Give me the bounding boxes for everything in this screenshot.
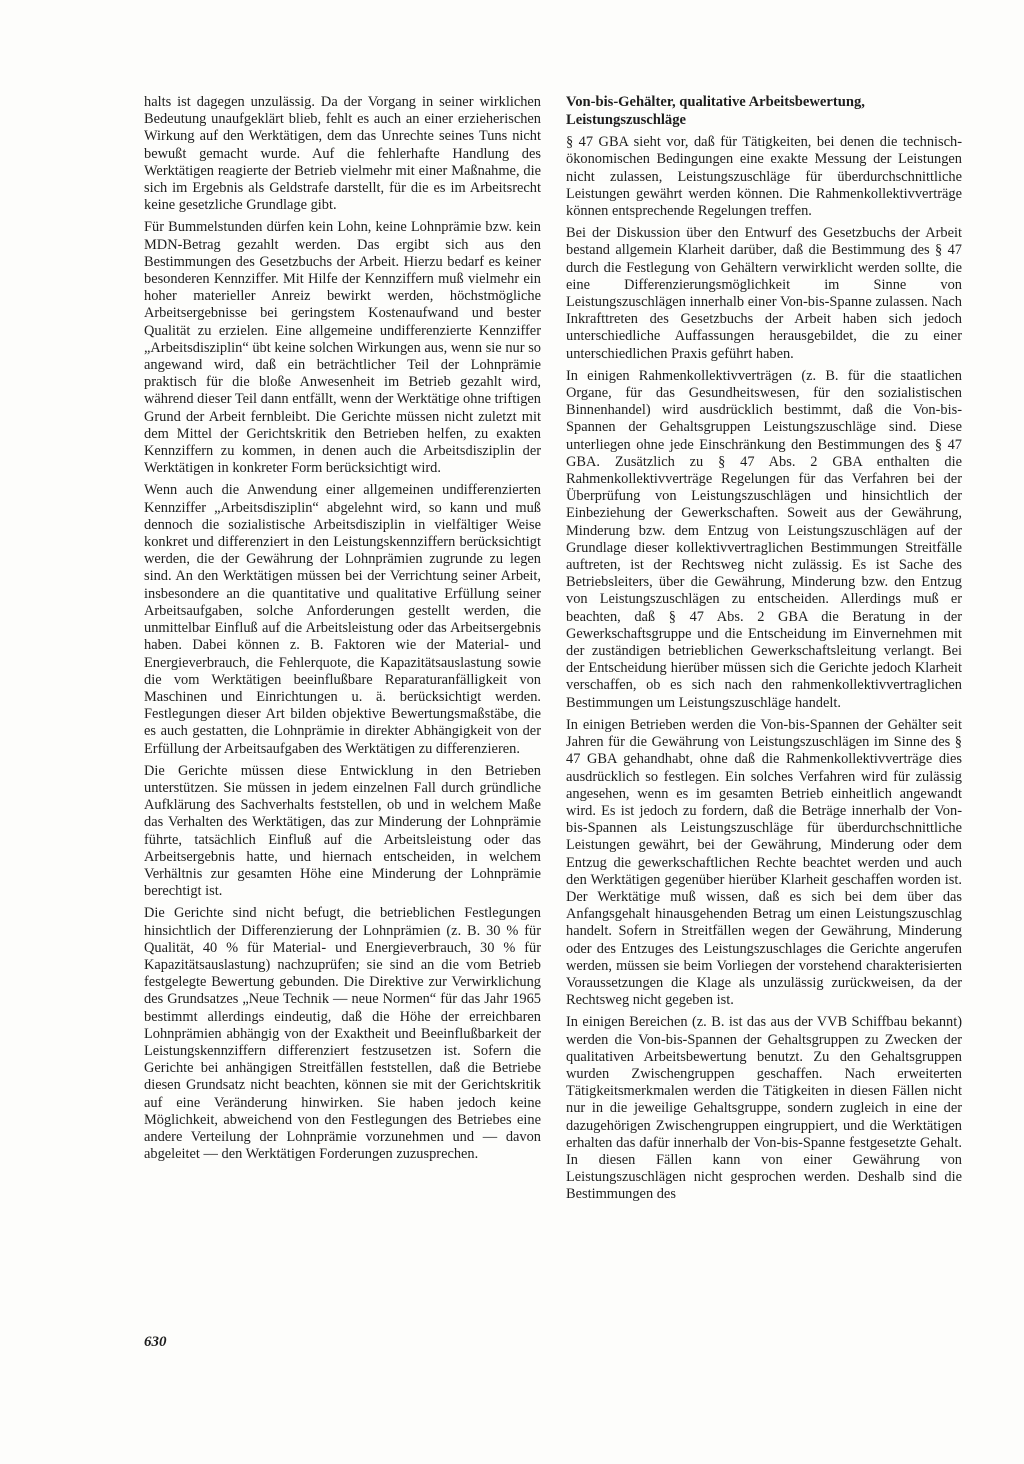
- paragraph: Bei der Diskussion über den Entwurf des Gesetzbuchs der Arbeit bestand allgemein Klarheit darüber, daß die Bestimmung des § 47 durch die Festlegung von Gehältern verwirklicht werden sollte, die eine Differenzierungsmöglichkeit im Sinne von Leistungszuschlägen innerhalb einer Von-bis-Spanne zulassen. Nach Inkrafttreten des Gesetzbuchs der Arbeit haben sich jedoch unterschiedliche Auffassungen herausgebildet, die zu einer unterschiedlichen Praxis geführt haben.: [566, 225, 962, 362]
- section-heading: Von-bis-Gehälter, qualitative Arbeitsbewertung, Leistungszuschläge: [566, 94, 865, 128]
- left-column: [144, 94, 541, 1168]
- paragraph: In einigen Bereichen (z. B. ist das aus der VVB Schiffbau bekannt) werden die Von-bis-Spannen der Gehaltsgruppen zu Zwecken der qualitativen Arbeitsbewertung benutzt. Zu den Gehaltsgruppen wurden Zwischengruppen geschaffen. Nach erweiterten Tätigkeitsmerkmalen werden die Tätigkeiten in diesen Fällen nicht nur in die jeweilige Gehaltsgruppe, sondern zugleich in eine der dazugehörigen Zwischengruppen eingruppiert, und die Werktätigen erhalten das dafür innerhalb der Von-bis-Spanne festgesetzte Gehalt. In diesen Fällen kann von einer Gewährung von Leistungszuschlägen nicht gesprochen werden. Deshalb sind die Bestimmungen des: [566, 1014, 962, 1203]
- paragraph: halts ist dagegen unzulässig. Da der Vorgang in seiner wirklichen Bedeutung unaufgeklärt blieb, fehlt es auch an einer erzieherischen Wirkung auf den Werktätigen, dem das Unrechte seines Tuns nicht bewußt gemacht wurde. Auf die fehlerhafte Handlung des Werktätigen reagierte der Betrieb vielmehr mit einer Maßnahme, die sich im Ergebnis als Geldstrafe darstellt, für die es im Arbeitsrecht keine gesetzliche Grundlage gibt.: [144, 94, 541, 214]
- paragraph: Die Gerichte sind nicht befugt, die betrieblichen Festlegungen hinsichtlich der Differenzierung der Lohnprämien (z. B. 30 % für Qualität, 40 % für Material- und Energieverbrauch, 30 % für Kapazitätsauslastung) nachzuprüfen; sie sind an die vom Betrieb festgelegte Bewertung gebunden. Die Direktive zur Verwirklichung des Grundsatzes „Neue Technik — neue Normen“ für das Jahr 1965 bestimmt allerdings eindeutig, daß die Höhe der erreichbaren Lohnprämien abhängig von der Exaktheit und Beeinflußbarkeit der Leistungskennziffern differenziert festzusetzen ist. Sofern die Gerichte bei anhängigen Streitfällen feststellen, daß die Betriebe diesen Grundsatz nicht beachten, können sie mit der Gerichtskritik auf eine Veränderung hinwirken. Sie haben jedoch keine Möglichkeit, abweichend von den Festlegungen des Betriebes eine andere Verteilung der Lohnprämie vorzunehmen und — davon abgeleitet — den Werktätigen Forderungen zuzusprechen.: [144, 905, 541, 1163]
- page-number: 630: [144, 1334, 167, 1350]
- paragraph: Wenn auch die Anwendung einer allgemeinen undifferenzierten Kennziffer „Arbeitsdisziplin“ abgelehnt wird, so kann und muß dennoch die sozialistische Arbeitsdisziplin in vielfältiger Weise konkret und differenziert in den Leistungskennziffern berücksichtigt werden, die der Gewährung der Lohnprämien zugrunde zu legen sind. An den Werktätigen müssen bei der Verrichtung seiner Arbeit, insbesondere an die quantitative und qualitative Erfüllung seiner Arbeitsaufgaben, solche Anforderungen gestellt werden, die unmittelbar Einfluß auf die Arbeitsleistung oder das Arbeitsergebnis haben. Dabei können z. B. Faktoren wie der Material- und Energieverbrauch, die Fehlerquote, die Kapazitätsauslastung sowie die vom Werktätigen beeinflußbare Reparaturanfälligkeit von Maschinen und Einrichtungen u. ä. berücksichtigt werden. Festlegungen dieser Art bilden objektive Bewertungsmaßstäbe, die es auch gestatten, die Lohnprämie in direkter Abhängigkeit von der Erfüllung der Arbeitsaufgaben des Werktätigen zu differenzieren.: [144, 482, 541, 757]
- right-column: [566, 94, 962, 1209]
- paragraph: Die Gerichte müssen diese Entwicklung in den Betrieben unterstützen. Sie müssen in jedem einzelnen Fall durch gründliche Aufklärung des Sachverhalts feststellen, ob und in welchem Maße das Verhalten des Werktätigen, das zur Minderung der Lohnprämie führte, tatsächlich Einfluß auf die Arbeitsleistung oder das Arbeitsergebnis hatte, und hiernach entscheiden, in welchem Verhältnis zur gesamten Höhe eine Minderung der Lohnprämie berechtigt ist.: [144, 762, 541, 900]
- paragraph: § 47 GBA sieht vor, daß für Tätigkeiten, bei denen die technisch-ökonomischen Bedingungen eine exakte Messung der Leistungen nicht zulassen, Leistungszuschläge für überdurchschnittliche Leistungen gewährt werden können. Die Rahmenkollektivverträge können entsprechende Regelungen treffen.: [566, 134, 962, 219]
- paragraph: In einigen Rahmenkollektivverträgen (z. B. für die staatlichen Organe, für das Gesundheitswesen, für den sozialistischen Binnenhandel) wird ausdrücklich bestimmt, daß die Von-bis-Spannen der Gehaltsgruppen Leistungszuschläge sind. Diese unterliegen ohne jede Einschränkung den Bestimmungen des § 47 GBA. Zusätzlich zu § 47 Abs. 2 GBA enthalten die Rahmenkollektivverträge Regelungen für das Verfahren bei der Überprüfung von Leistungszuschlägen und hinsichtlich der Einbeziehung der Gewerkschaften. Soweit aus der Gewährung, Minderung bzw. dem Entzug von Leistungszuschlägen auf der Grundlage dieser kollektivvertraglichen Bestimmungen Streitfälle auftreten, ist der Rechtsweg nicht zulässig. Es ist Sache des Betriebsleiters, über die Gewährung, Minderung bzw. den Entzug von Leistungszuschlägen zu entscheiden. Allerdings muß er beachten, daß § 47 Abs. 2 GBA die Beratung in der Gewerkschaftsgruppe und die Entscheidung im Einvernehmen mit der zuständigen betrieblichen Gewerkschaftsleitung verlangt. Bei der Entscheidung hierüber müssen sich die Gerichte jedoch Klarheit verschaffen, ob es sich nach den rahmenkollektivvertraglichen Bestimmungen um Leistungszuschläge handelt.: [566, 367, 962, 711]
- paragraph: In einigen Betrieben werden die Von-bis-Spannen der Gehälter seit Jahren für die Gewährung von Leistungszuschlägen im Sinne des § 47 GBA gehandhabt, ohne daß die Rahmenkollektivverträge dies ausdrücklich so festlegen. Ein solches Verfahren wird für zulässig angesehen, wenn es im gesamten Betrieb einheitlich angewandt wird. Es ist jedoch zu fordern, daß die Beträge innerhalb der Von-bis-Spannen als Leistungszuschläge für überdurchschnittliche Leistungen gewährt, bei der Gewährung, Minderung oder dem Entzug die gewerkschaftlichen Rechte beachtet werden und auch den Werktätigen gegenüber hierüber Klarheit geschaffen worden ist. Der Werktätige muß wissen, daß es sich bei dem über das Anfangsgehalt hinausgehenden Betrag um einen Leistungszuschlag handelt. Sofern in Streitfällen wegen der Gewährung, Minderung oder des Entzuges des Leistungszuschlages die Gerichte angerufen werden, müssen sie beim Vorliegen der vorstehend charakterisierten Voraussetzungen die Klage als unzulässig zurückweisen, da der Rechtsweg nicht gegeben ist.: [566, 716, 962, 1009]
- paragraph: Für Bummelstunden dürfen kein Lohn, keine Lohnprämie bzw. kein MDN-Betrag gezahlt werden. Das ergibt sich aus den Bestimmungen des Gesetzbuchs der Arbeit. Hierzu bedarf es keiner besonderen Kennziffer. Mit Hilfe der Kennziffern muß vielmehr ein hoher materieller Anreiz bewirkt werden, höchstmögliche Arbeitsergebnisse bei geringstem Kostenaufwand und bester Qualität zu erzielen. Eine allgemeine undifferenzierte Kennziffer „Arbeitsdisziplin“ übt keine solchen Wirkungen aus, wenn sie nur so angewand wird, daß ein beträchtlicher Teil der Lohnprämie praktisch für die bloße Anwesenheit im Betrieb gezahlt wird, während dieser Teil dann entfällt, wenn der Werktätige ohne triftigen Grund der Arbeit fernbleibt. Die Gerichte müssen nicht zuletzt mit dem Mittel der Gerichtskritik den Betrieben helfen, zu exakten Kennziffern zu kommen, in denen auch die Arbeitsdisziplin der Werktätigen in konkreter Form berücksichtigt wird.: [144, 219, 541, 477]
